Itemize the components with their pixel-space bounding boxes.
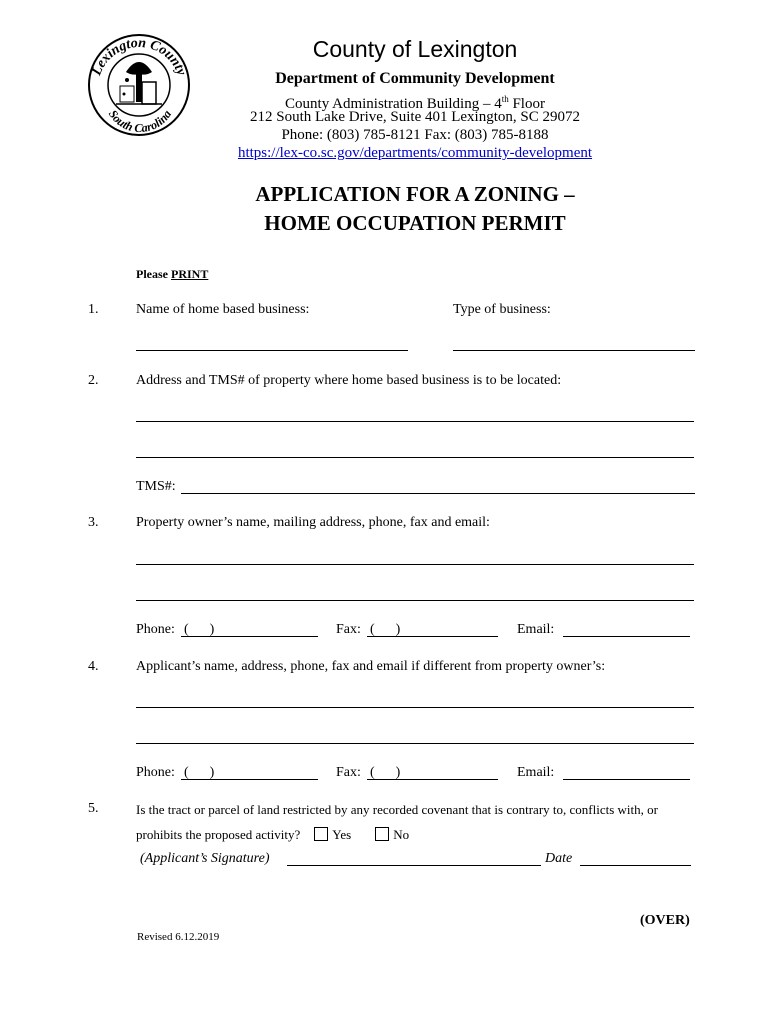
address-line-2: 212 South Lake Drive, Suite 401 Lexington, SC 29072 [250, 109, 580, 125]
please-text: Please [136, 267, 171, 281]
county-seal-logo [86, 32, 192, 138]
item-5-number: 5. [88, 801, 99, 816]
applicant-info-label: Applicant’s name, address, phone, fax and email if different from property owner’s: [136, 659, 606, 674]
address-line-1-end: Floor [508, 96, 545, 112]
owner-phone-paren: ( ) [184, 622, 215, 637]
address-field-line-2[interactable] [136, 457, 694, 458]
owner-info-label: Property owner’s name, mailing address, phone, fax and email: [136, 515, 490, 530]
applicant-phone-paren: ( ) [184, 765, 215, 780]
business-name-field[interactable] [136, 350, 408, 351]
business-type-field[interactable] [453, 350, 695, 351]
org-name: County of Lexington [312, 36, 518, 62]
address-line-1-text: County Administration Building – 4 [285, 96, 502, 112]
business-type-label: Type of business: [453, 302, 551, 317]
applicant-signature-field[interactable] [287, 865, 541, 866]
covenant-question-line-1: Is the tract or parcel of land restricted by any recorded covenant that is contrary to, conflicts with, or [136, 802, 658, 817]
applicant-phone-label: Phone: [136, 765, 175, 780]
date-field[interactable] [580, 865, 691, 866]
item-4-number: 4. [88, 659, 99, 674]
form-title [190, 180, 640, 238]
owner-email-label: Email: [517, 622, 555, 637]
owner-email-field[interactable] [563, 636, 690, 637]
applicant-info-field-line-2[interactable] [136, 743, 694, 744]
covenant-question-text: prohibits the proposed activity? [136, 827, 301, 842]
owner-phone-label: Phone: [136, 622, 175, 637]
svg-text:South Carolina [106, 107, 174, 135]
address-line-1-sup: th [501, 94, 509, 104]
phone-fax-line: Phone: (803) 785-8121 Fax: (803) 785-8188 [281, 127, 549, 143]
seal-text-bottom: South Carolina [105, 107, 175, 136]
applicant-email-label: Email: [517, 765, 555, 780]
yes-checkbox[interactable] [314, 827, 328, 841]
address-field-line-1[interactable] [136, 421, 694, 422]
applicant-signature-label: (Applicant’s Signature) [140, 851, 270, 866]
no-checkbox[interactable] [375, 827, 389, 841]
applicant-email-field[interactable] [563, 779, 690, 780]
address-tms-label: Address and TMS# of property where home based business is to be located: [136, 373, 562, 388]
over-note: (OVER) [640, 913, 690, 928]
owner-fax-paren: ( ) [370, 622, 401, 637]
applicant-info-field-line-1[interactable] [136, 707, 694, 708]
form-title-line-1: APPLICATION FOR A ZONING – [255, 182, 575, 206]
item-3-number: 3. [88, 515, 99, 530]
owner-info-field-line-1[interactable] [136, 564, 694, 565]
yes-label: Yes [332, 827, 352, 842]
applicant-fax-label: Fax: [336, 765, 361, 780]
department-url-link[interactable]: https://lex-co.sc.gov/departments/community-development [237, 145, 593, 161]
no-label: No [393, 827, 410, 842]
please-print-note [136, 267, 208, 282]
revision-date: Revised 6.12.2019 [137, 931, 220, 943]
tms-field[interactable] [181, 493, 695, 494]
seal-text-top: Lexington County [89, 35, 189, 78]
tms-label: TMS#: [136, 479, 176, 494]
covenant-question-line-2 [136, 827, 409, 843]
department-name: Department of Community Development [275, 70, 555, 87]
owner-fax-label: Fax: [336, 622, 361, 637]
item-1-number: 1. [88, 302, 99, 317]
owner-info-field-line-2[interactable] [136, 600, 694, 601]
date-label: Date [545, 851, 573, 866]
business-name-label: Name of home based business: [136, 302, 310, 317]
print-text: PRINT [171, 267, 209, 281]
form-title-line-2: HOME OCCUPATION PERMIT [264, 211, 566, 235]
item-2-number: 2. [88, 373, 99, 388]
applicant-fax-paren: ( ) [370, 765, 401, 780]
